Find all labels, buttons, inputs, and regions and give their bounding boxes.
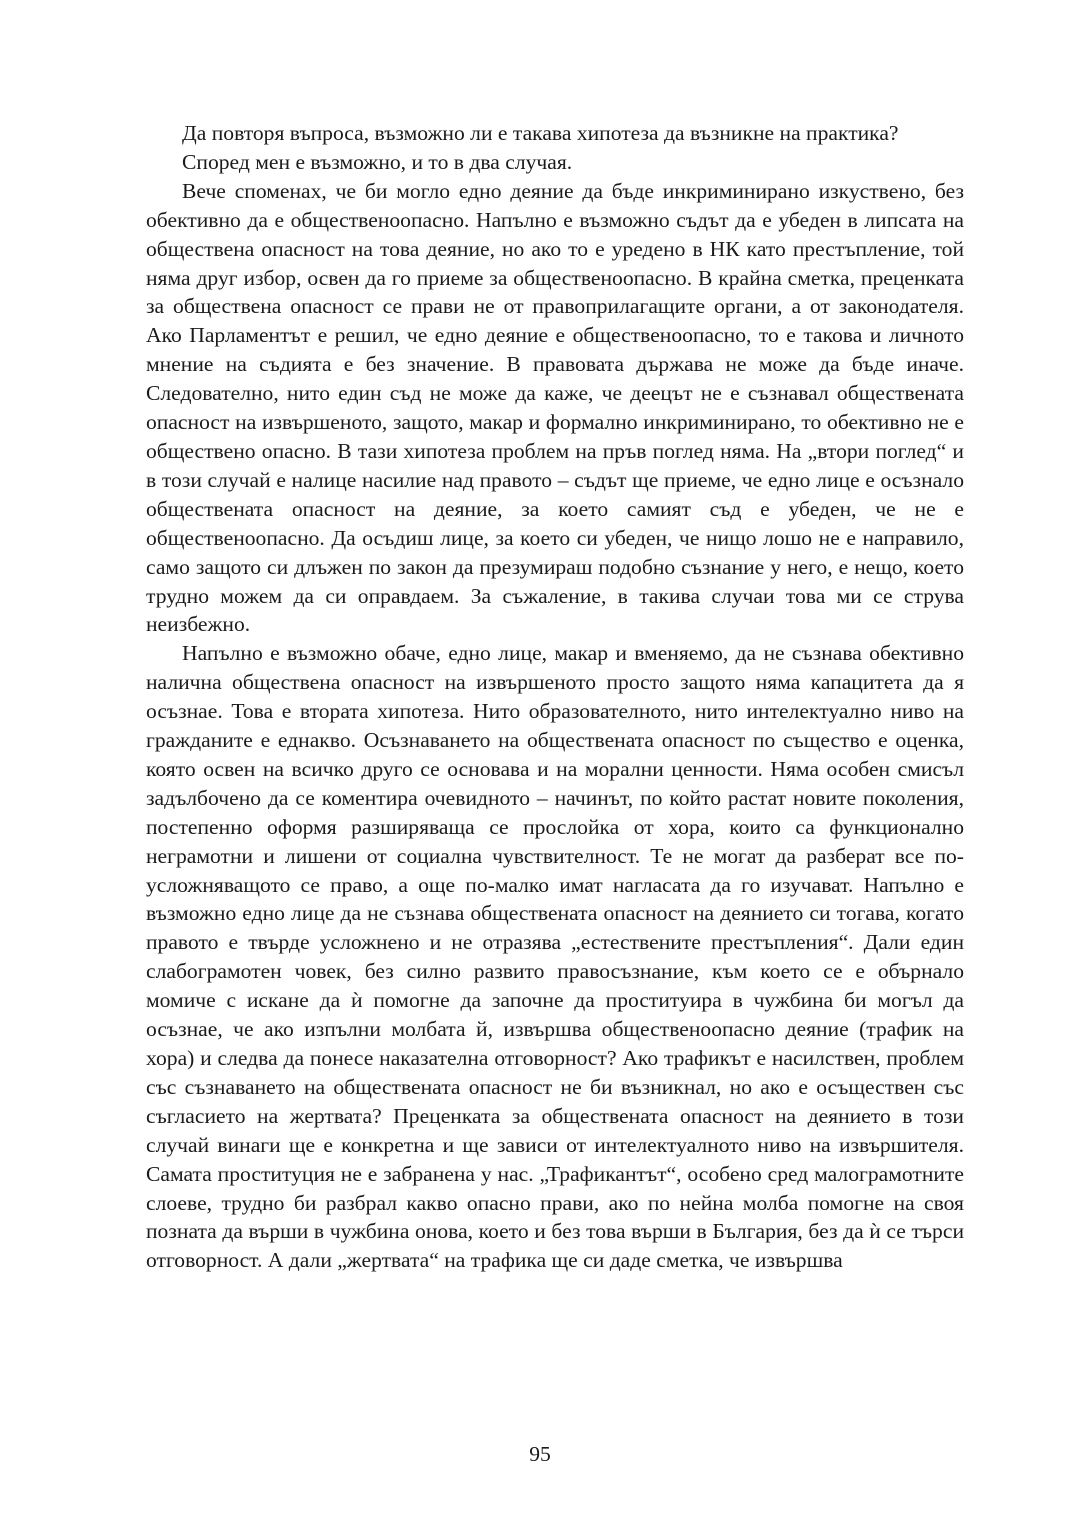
page-number: 95 xyxy=(529,1442,551,1466)
paragraph-first-hypothesis: Вече споменах, че би могло едно деяние да бъде инкриминирано изкуствено, без обективно да е общественоопасно. Напълно е възможно съдът да е убеден в липсата на обществена опасност на това деяние, но ако то е уредено в НК като престъпление, той няма друг избор, освен да го приеме за общественоопасно. В крайна сметка, преценката за обществена опасност се прави не от правоприлагащите органи, а от законодателя. Ако Парламентът е решил, че едно деяние е общественоопасно, то е такова и личното мнение на съдията е без значение. В правовата държава не може да бъде иначе. Следователно, нито един съд не може да каже, че деецът не е съзнавал обществената опасност на извършеното, защото, макар и формално инкриминирано, то обективно не е обществено опасно. В тази хипотеза проблем на пръв поглед няма. На „втори поглед“ и в този случай е налице насилие над правото – съдът ще приеме, че едно лице е осъзнало обществената опасност на деяние, за което самият съд е убеден, че не е общественоопасно. Да осъдиш лице, за което си убеден, че нищо лошо не е направило, само защото си длъжен по закон да презумираш подобно съзнание у него, е нещо, което трудно можем да си оправдаем. За съжаление, в такива случаи това ми се струва неизбежно. xyxy=(146,178,964,637)
paragraph-second-hypothesis: Напълно е възможно обаче, едно лице, макар и вменяемо, да не съзнава обективно налична обществена опасност на извършеното просто защото няма капацитета да я осъзнае. Това е втората хипотеза. Нито образователното, нито интелектуално ниво на гражданите е еднакво. Осъзнаването на обществената опасност по същество е оценка, която освен на всичко друго се основава и на морални ценности. Няма особен смисъл задълбочено да се коментира очевидното – начинът, по който растат новите поколения, постепенно оформя разширяваща се прослойка от хора, които са функционално неграмотни и лишени от социална чувствителност. Те не могат да разберат все по-усложняващото се право, а още по-малко имат нагласата да го изучават. Напълно е възможно едно лице да не съзнава обществената опасност на деянието си тогава, когато правото е твърде усложнено и не отразява „естествените престъпления“. Дали един слабограмотен човек, без силно развито правосъзнание, към което се е обърнало момиче с искане да ѝ помогне да започне да проституира в чужбина би могъл да осъзнае, че ако изпълни молбата й, извършва общественоопасно деяние (трафик на хора) и следва да понесе наказателна отговорност? Ако трафикът е насилствен, проблем със съзнаването на обществената опасност не би възникнал, но ако е осъществен със съгласието на жертвата? Преценката за обществената опасност на деянието в този случай винаги ще е конкретна и ще зависи от интелектуалното ниво на извършителя. Самата проституция не е забранена у нас. „Трафикантът“, особено сред малограмотните слоеве, трудно би разбрал какво опасно прави, ако по нейна молба помогне на своя позната да върши в чужбина онова, което и без това върши в България, без да ѝ се търси отговорност. А дали „жертвата“ на трафика ще си даде сметка, че извършва xyxy=(146,641,964,1273)
paragraph-question: Да повторя въпроса, възможно ли е такава хипотеза да възникне на практика? xyxy=(182,121,899,145)
paragraph-two-cases: Според мен е възможно, и то в два случая. xyxy=(182,149,573,174)
page-body xyxy=(146,119,964,1275)
